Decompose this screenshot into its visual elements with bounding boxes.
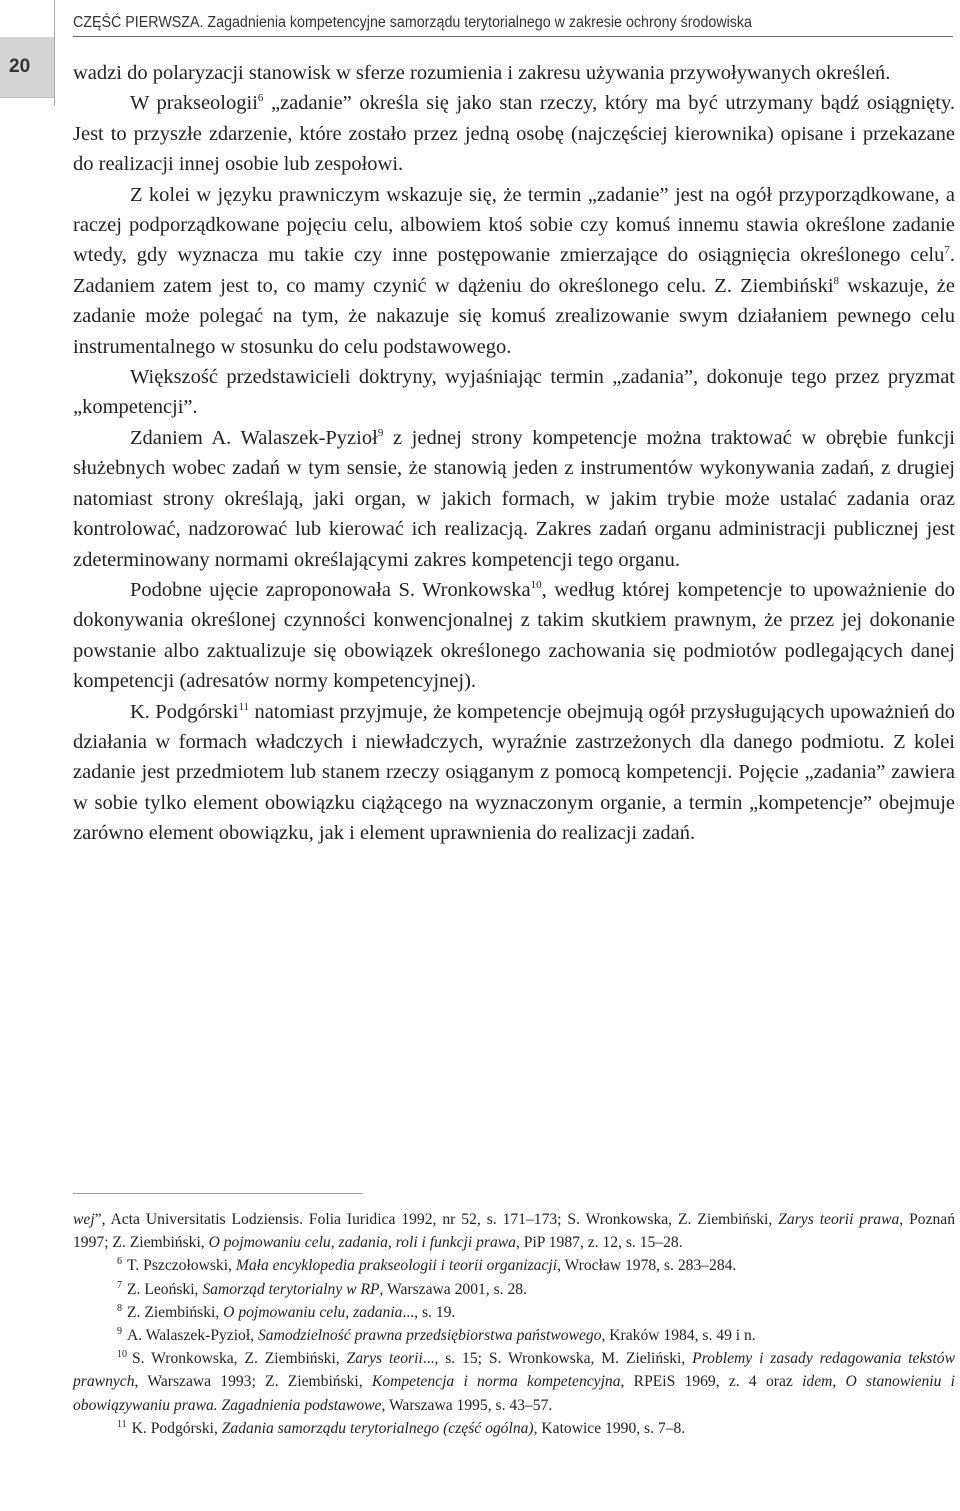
- footnote: [73, 1208, 955, 1254]
- footnote: [73, 1254, 955, 1277]
- text-run: ..., s. 19.: [402, 1303, 456, 1321]
- page-number: 20: [9, 56, 31, 77]
- header-rule: [73, 36, 953, 37]
- text-run: , RPEiS 1969, z. 4 oraz: [620, 1373, 803, 1391]
- footnote: [73, 1301, 955, 1324]
- footnote-separator: [73, 1193, 363, 1194]
- text-run: , według której kompetencje to upoważnienie do dokonywania określonej czynności konwencjonalnej z takim skutkiem prawnym, że przez jej dokonanie powstanie albo zaktualizuje się obowiązek określonego zachowania się podmiotów podlegających danej kompetencji (adresatów normy kompetencyjnej).: [73, 578, 955, 693]
- body-text: [73, 58, 955, 849]
- paragraph: [73, 88, 955, 179]
- text-run: natomiast przyjmuje, że kompetencje obejmują ogół przysługujących upoważnień do działania w formach władczych i niewładczych, wyraźnie zastrzeżonych dla danego podmiotu. Z kolei zadanie jest przedmiotem lub stanem rzeczy osiąganym z pomocą kompetencji. Pojęcie „zadania” zawiera w sobie tylko element obowiązku ciążącego na wyznaczonym organie, a termin „kompetencje” obejmuje zarówno element obowiązku, jak i element uprawnienia do realizacji zadań.: [73, 700, 955, 845]
- paragraph: [73, 575, 955, 697]
- text-run: , Wrocław 1978, s. 283–284.: [557, 1257, 737, 1275]
- footnote-ref: 8: [833, 274, 840, 287]
- paragraph: [73, 697, 955, 849]
- italic-text: idem: [802, 1373, 833, 1391]
- italic-text: wej: [73, 1211, 95, 1228]
- text-run: z jednej strony kompetencje można traktować w obrębie funkcji służebnych wobec zadań w tym sensie, że stanowią jeden z instrumentów wykonywania zadań, z drugiej natomiast strony określają, jaki organ, w jakich formach, w jakim trybie może ustalać zadania oraz kontrolować, nadzorować lub kierować ich realizacją. Zakres zadań organu administracji publicznej jest zdeterminowany normami określającymi zakres kompetencji tego organu.: [73, 426, 955, 571]
- text-run: K. Podgórski: [130, 700, 239, 723]
- italic-text: Mała encyklopedia prakseologii i teorii organizacji: [235, 1257, 558, 1275]
- italic-text: O stanowieniu i obowiązywaniu prawa. Zagadnienia podstawowe: [73, 1373, 956, 1414]
- footnote-ref: 9: [377, 426, 384, 439]
- italic-text: Zadania samorządu terytorialnego (część ogólna): [221, 1419, 534, 1437]
- footnote: [73, 1417, 955, 1440]
- footnote: [73, 1278, 955, 1301]
- text-run: , Warszawa 2001, s. 28.: [379, 1280, 527, 1298]
- text-run: K. Podgórski,: [131, 1419, 222, 1437]
- footnote-ref: 10: [530, 578, 542, 591]
- italic-text: Samodzielność prawna przedsiębiorstwa państwowego: [257, 1327, 602, 1345]
- text-run: S. Wronkowska, Z. Ziembiński,: [132, 1350, 347, 1368]
- text-run: Zdaniem A. Walaszek-Pyzioł: [130, 426, 378, 449]
- text-run: A. Walaszek-Pyzioł,: [127, 1327, 258, 1345]
- text-run: wskazuje, że zadanie może polegać na tym, że nakazuje się komuś zrealizowanie swym działaniem pewnego celu instrumentalnego w stosunku do celu podstawowego.: [73, 274, 955, 358]
- text-run: , Katowice 1990, s. 7–8.: [533, 1419, 686, 1437]
- text-run: , Kraków 1984, s. 49 i n.: [601, 1327, 756, 1345]
- footnote-number: 6: [117, 1256, 122, 1268]
- text-run: Większość przedstawicieli doktryny, wyjaśniając termin „zadania”, dokonuje tego przez pryzmat „kompetencji”.: [73, 366, 955, 419]
- text-run: . Zadaniem zatem jest to, co mamy czynić w dążeniu do określonego celu. Z. Ziembiński: [73, 244, 955, 297]
- italic-text: O pojmowaniu celu, zadania: [223, 1303, 403, 1321]
- italic-text: Problemy i zasady redagowania tekstów prawnych: [73, 1350, 955, 1391]
- text-run: Z kolei w języku prawniczym wskazuje się, że termin „zadanie” jest na ogół przyporządkowane, a raczej podporządkowane pojęciu celu, albowiem ktoś sobie czy komuś innemu stawia określone zadanie wtedy, gdy wyznacza mu takie czy inne postępowanie zmierzające do osiągnięcia określonego celu: [73, 183, 955, 267]
- text-run: ”, Acta Universitatis Lodziensis. Folia Iuridica 1992, nr 52, s. 171–173; S. Wronkowska, Z. Ziembiński,: [94, 1211, 779, 1228]
- footnote-ref: 6: [257, 92, 264, 105]
- text-run: Z. Ziembiński,: [127, 1303, 224, 1321]
- text-run: W prakseologii: [130, 92, 258, 115]
- text-run: Z. Leoński,: [127, 1280, 203, 1298]
- paragraph: [73, 180, 955, 362]
- footnote-ref: 7: [944, 244, 950, 257]
- page-number-tab: [0, 37, 54, 98]
- footnote-number: 9: [117, 1326, 122, 1338]
- italic-text: Zarys teorii prawa: [778, 1211, 900, 1228]
- italic-text: Zarys teorii: [346, 1350, 423, 1368]
- text-run: „zadanie” określa się jako stan rzeczy, który ma być utrzymany bądź osiągnięty. Jest to przyszłe zdarzenie, które zostało przez jedną osobę (najczęściej kierownika) opisane i przekazane do realizacji innej osobie lub zespołowi.: [73, 92, 955, 176]
- footnote-number: 7: [117, 1279, 122, 1291]
- paragraph: [73, 423, 955, 575]
- footnote-number: 8: [117, 1302, 122, 1314]
- text-run: Podobne ujęcie zaproponowała S. Wronkowska: [130, 578, 531, 601]
- paragraph: [73, 362, 955, 423]
- text-run: , Warszawa 1993; Z. Ziembiński,: [134, 1373, 372, 1391]
- footnotes: [73, 1208, 955, 1440]
- footnote-number: 10: [117, 1349, 127, 1361]
- text-run: T. Pszczołowski,: [127, 1257, 236, 1275]
- footnote: [73, 1347, 955, 1417]
- italic-text: Kompetencja i norma kompetencyjna: [371, 1373, 621, 1391]
- paragraph: [73, 58, 955, 88]
- footnote: [73, 1324, 955, 1347]
- footnote-number: 11: [117, 1418, 127, 1430]
- italic-text: Samorząd terytorialny w RP: [202, 1280, 380, 1298]
- text-run: , PiP 1987, z. 12, s. 15–28.: [515, 1234, 683, 1252]
- running-header: CZĘŚĆ PIERWSZA. Zagadnienia kompetencyjne samorządu terytorialnego w zakresie ochrony środowiska: [73, 14, 752, 31]
- text-run: , Warszawa 1995, s. 43–57.: [381, 1396, 553, 1414]
- margin-divider: [54, 0, 55, 105]
- text-run: ..., s. 15; S. Wronkowska, M. Zieliński,: [422, 1350, 693, 1368]
- text-run: wadzi do polaryzacji stanowisk w sferze rozumienia i zakresu używania przywoływanych określeń.: [73, 62, 891, 84]
- text-run: ,: [832, 1373, 846, 1391]
- text-run: , Poznań 1997; Z. Ziembiński,: [73, 1211, 956, 1252]
- italic-text: O pojmowaniu celu, zadania, roli i funkcji prawa: [208, 1234, 516, 1252]
- footnote-ref: 11: [238, 700, 250, 713]
